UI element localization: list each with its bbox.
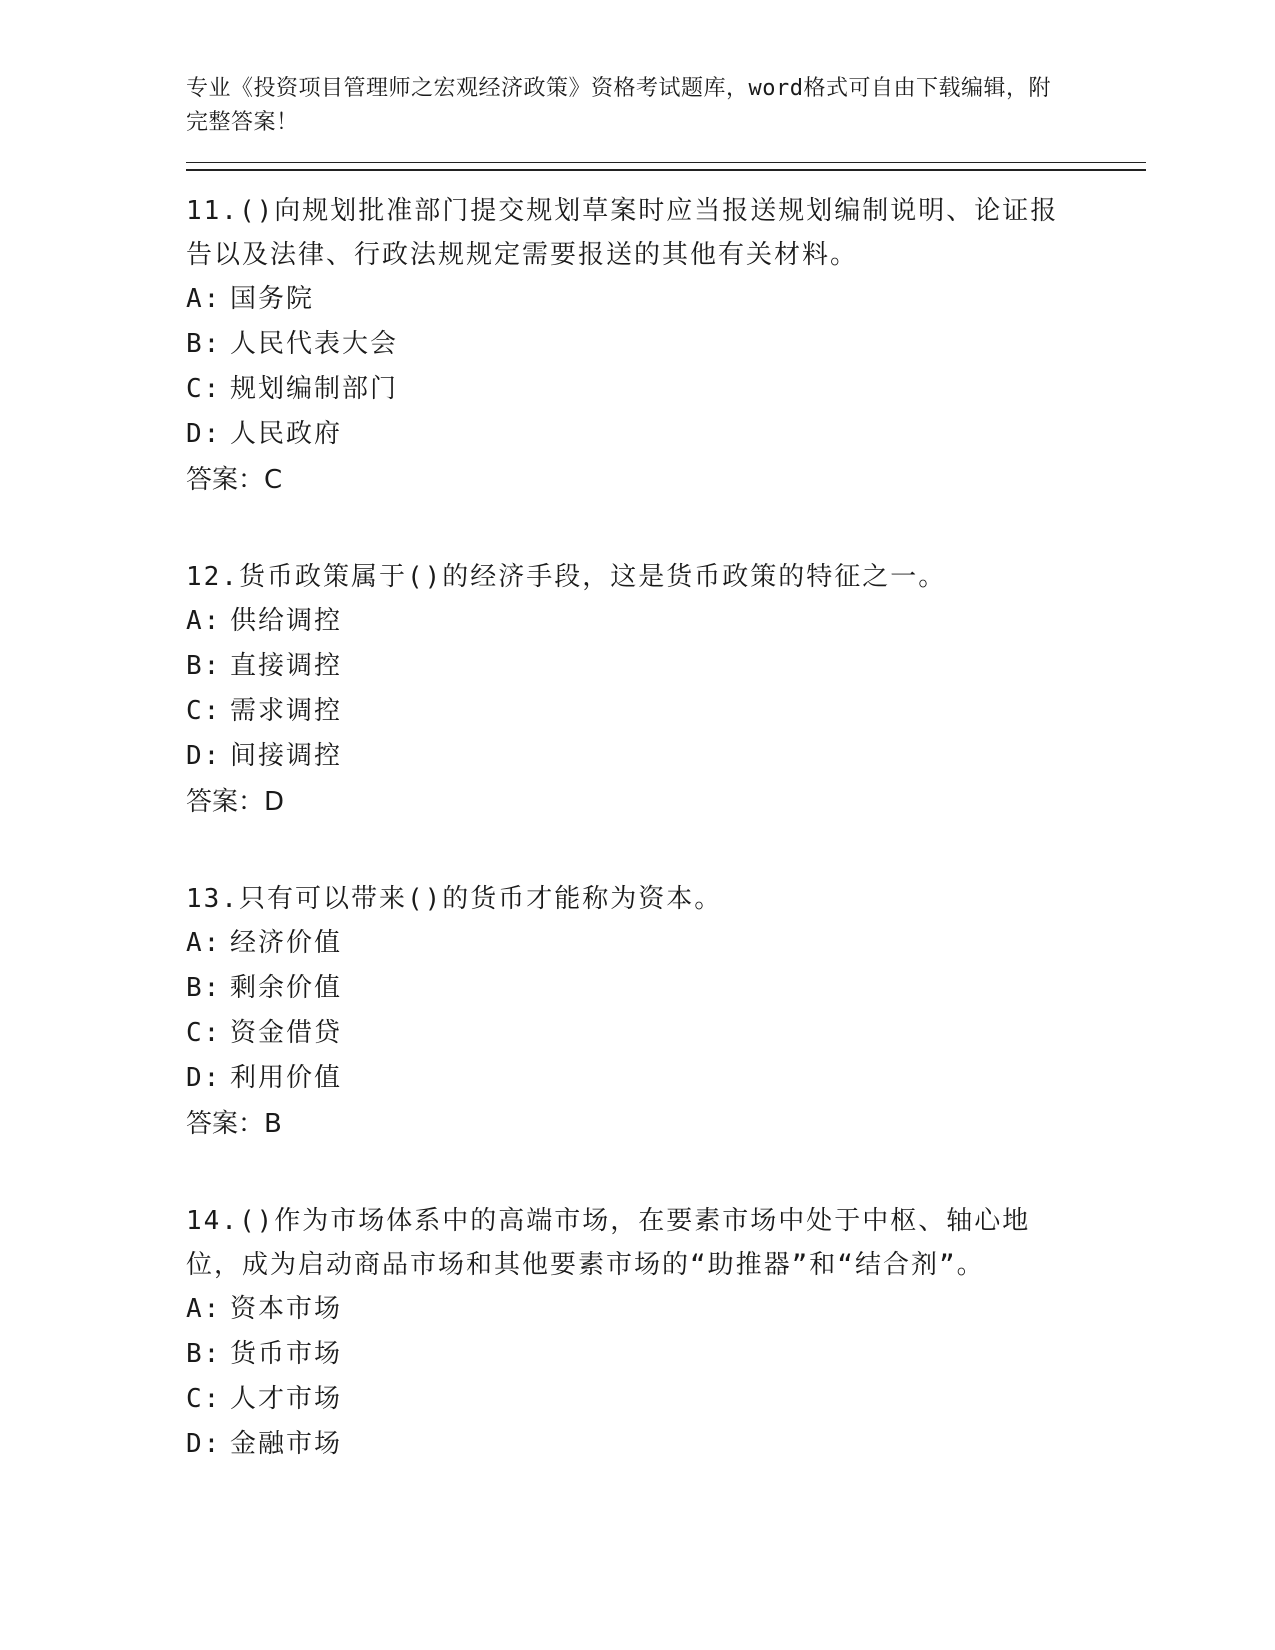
option-letter: C:: [186, 696, 222, 726]
option-c: [186, 1377, 1146, 1422]
header-divider: [186, 162, 1146, 171]
document-page: [186, 72, 1146, 1467]
question-14: [186, 1199, 1146, 1467]
answer-line: 答案：C: [186, 465, 283, 495]
answer-line: 答案：B: [186, 1109, 282, 1139]
question-12: [186, 555, 1146, 825]
option-b: [186, 644, 1146, 689]
option-text: 剩余价值: [230, 973, 343, 1003]
option-letter: B:: [186, 329, 222, 359]
option-text: 人民代表大会: [230, 329, 399, 359]
option-a: [186, 921, 1146, 966]
option-text: 间接调控: [230, 741, 343, 771]
option-text: 规划编制部门: [230, 374, 399, 404]
option-text: 资本市场: [230, 1294, 343, 1324]
option-b: [186, 322, 1146, 367]
option-letter: D:: [186, 1429, 222, 1459]
option-d: [186, 412, 1146, 457]
option-text: 货币市场: [230, 1339, 343, 1369]
question-13: [186, 877, 1146, 1147]
option-b: [186, 1332, 1146, 1377]
question-11: [186, 189, 1146, 503]
option-letter: C:: [186, 1018, 222, 1048]
answer-line: 答案：D: [186, 787, 285, 817]
option-letter: B:: [186, 1339, 222, 1369]
question-stem: 11.()向规划批准部门提交规划草案时应当报送规划编制说明、论证报告以及法律、行政法规规定需要报送的其他有关材料。: [186, 196, 1059, 270]
option-text: 直接调控: [230, 651, 343, 681]
option-letter: B:: [186, 651, 222, 681]
option-text: 金融市场: [230, 1429, 343, 1459]
option-letter: D:: [186, 1063, 222, 1093]
option-text: 人民政府: [230, 419, 343, 449]
option-letter: B:: [186, 973, 222, 1003]
option-letter: D:: [186, 741, 222, 771]
option-a: [186, 599, 1146, 644]
option-a: [186, 1287, 1146, 1332]
option-text: 利用价值: [230, 1063, 343, 1093]
option-letter: D:: [186, 419, 222, 449]
option-letter: C:: [186, 374, 222, 404]
question-stem: 12.货币政策属于()的经济手段，这是货币政策的特征之一。: [186, 562, 947, 592]
option-c: [186, 367, 1146, 412]
option-letter: A:: [186, 606, 222, 636]
option-a: [186, 277, 1146, 322]
option-d: [186, 1422, 1146, 1467]
option-text: 国务院: [230, 284, 315, 314]
option-text: 供给调控: [230, 606, 343, 636]
option-text: 人才市场: [230, 1384, 343, 1414]
option-text: 资金借贷: [230, 1018, 343, 1048]
option-c: [186, 689, 1146, 734]
question-stem: 13.只有可以带来()的货币才能称为资本。: [186, 884, 723, 914]
option-d: [186, 734, 1146, 779]
option-letter: C:: [186, 1384, 222, 1414]
option-letter: A:: [186, 928, 222, 958]
question-stem: 14.()作为市场体系中的高端市场，在要素市场中处于中枢、轴心地位，成为启动商品市场和其他要素市场的“助推器”和“结合剂”。: [186, 1206, 1031, 1280]
option-c: [186, 1011, 1146, 1056]
option-text: 需求调控: [230, 696, 343, 726]
option-letter: A:: [186, 284, 222, 314]
option-letter: A:: [186, 1294, 222, 1324]
option-b: [186, 966, 1146, 1011]
option-d: [186, 1056, 1146, 1101]
option-text: 经济价值: [230, 928, 343, 958]
document-header: 专业《投资项目管理师之宏观经济政策》资格考试题库，word格式可自由下载编辑，附完整答案！: [186, 76, 1051, 135]
